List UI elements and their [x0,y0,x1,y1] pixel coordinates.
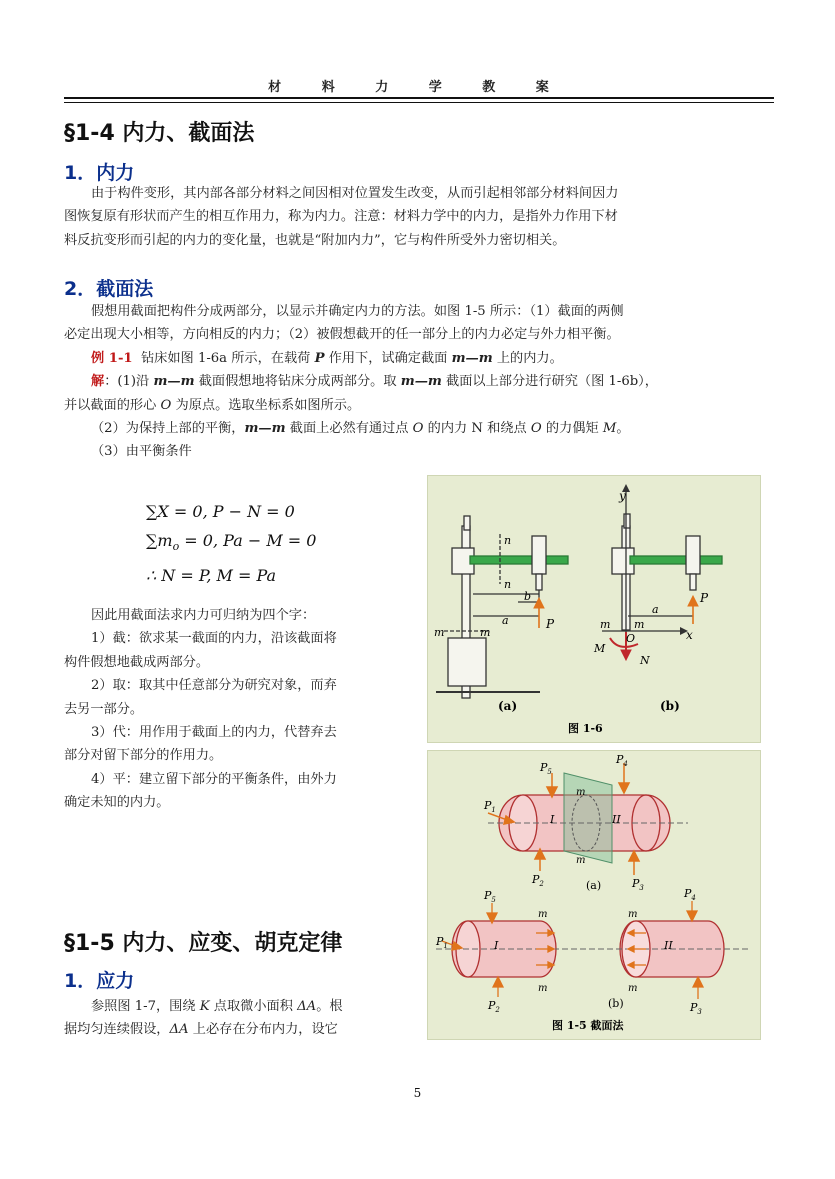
label-m-b1: m [600,618,611,631]
text-span: 上的内力。 [492,350,563,366]
text-span: 截面以上部分进行研究（图 1-6b）， [441,374,658,390]
math-symbol: m—m [244,421,286,437]
figure-1-5-caption: 图 1-5 截面法 [552,1019,624,1032]
label-m-b1: m [538,909,548,920]
equation-sum-m [146,531,316,553]
example-line [64,347,776,370]
text-line [64,394,776,417]
text-line: 2）取：取其中任意部分为研究对象，而弃 [91,678,337,694]
label-a-left: a [502,614,509,627]
text-line [64,417,776,440]
P-subscript: 3 [697,1008,702,1016]
label-m-b3: m [628,909,638,920]
text-span: 参照图 1-7，围绕 [91,999,200,1014]
label-m-a1: m [434,626,445,639]
label-P3-b [689,1001,702,1016]
label-P5-b [483,889,496,904]
label-P2-b [487,999,500,1014]
text-line: 1）截：欲求某一截面的内力，沿该截面将 [91,631,337,647]
math-subscript: o [172,540,180,554]
text-span: 并以截面的形心 [64,397,161,413]
figure-1-6-drawing [428,476,760,742]
text-line: 必定出现大小相等，方向相反的内力；（2）被假想截开的任一部分上的内力必定与外力相平衡。 [64,327,620,343]
cut-plane [564,773,612,863]
text-line: 去另一部分。 [64,701,144,717]
label-II-a: II [612,813,621,826]
label-m-a2: m [480,626,491,639]
text-span: 作用下，试确定截面 [324,350,452,366]
text-line: 图恢复原有形状而产生的相互作用力，称为内力。注意：材料力学中的内力，是指外力作用下材 [64,209,618,225]
P-subscript: 5 [491,896,496,904]
text-span: 截面上必然有通过点 [285,421,413,437]
math-symbol: = 0, Pa − M = 0 [179,531,317,550]
label-O: O [626,632,636,645]
P-letter: P [484,799,492,812]
drill-press-b [602,490,722,636]
P-letter: P [540,761,548,774]
subsection-title-internal-force: 1．内力 [64,162,135,184]
text-line: 料反抗变形而引起的内力的变化量，也就是“附加内力”，它与构件所受外力密切相关。 [64,232,566,248]
label-m-a1: m [576,787,586,798]
label-I-a: I [550,813,555,826]
label-P1-a [483,799,496,814]
header-rule-thin [64,102,774,103]
figure-1-6-caption: 图 1-6 [568,722,603,735]
P-letter: P [488,999,496,1012]
text-span: 截面假想地将钻床分成两部分。取 [194,374,401,390]
label-n-bottom: n [504,578,512,591]
math-symbol: m—m [451,350,493,366]
P-subscript: 1 [491,806,496,814]
equation-result: ∴ N = P, M = Pa [146,566,277,585]
P-subscript: 2 [539,880,544,888]
label-P5-a [539,761,552,776]
text-span: 为原点。选取坐标系如图所示。 [171,397,361,413]
label-P2-a [531,873,544,888]
label-P-b: P [700,591,709,605]
solution-line [64,370,776,393]
page-number: 5 [413,1086,422,1100]
label-x: x [686,628,693,642]
math-symbol: ΔA [297,999,317,1014]
P-letter: P [532,873,540,886]
label-II-b: II [664,939,673,952]
label-sub-b: (b) [608,997,624,1010]
math-symbol: O [160,397,172,413]
text-span: （2）为保持上部的平衡， [91,421,245,437]
label-M: M [594,642,606,655]
label-m-b2: m [634,618,645,631]
P-subscript: 1 [443,942,448,950]
P-subscript: 3 [639,884,644,892]
label-P4-a [615,753,628,768]
subsection-title-stress: 1．应力 [64,970,135,992]
text-span: ：(1)沿 [104,374,154,390]
label-m-a2: m [576,855,586,866]
math-symbol: ΔA [169,1022,189,1038]
force-arrow-b [688,596,698,624]
math-symbol: O [530,421,542,437]
drill-press-a [436,516,568,698]
label-P3-a [631,877,644,892]
text-line: 确定未知的内力。 [64,795,170,811]
text-span: 上必存在分布内力，设它 [188,1022,338,1038]
paragraph-internal-force [64,182,776,252]
solution-label: 解 [91,374,105,390]
subsection-title-section-method: 2．截面法 [64,278,154,300]
label-P-a: P [546,617,555,631]
running-header: 材 料 力 学 教 案 [268,80,567,95]
text-span: 点取微小面积 [209,999,298,1014]
text-line: 因此用截面法求内力可归纳为四个字： [91,608,316,623]
text-span: 。 [616,421,630,437]
text-line [64,1018,416,1041]
P-subscript: 4 [623,760,628,768]
paragraph-section-method [64,300,776,464]
text-line: 构件假想地截成两部分。 [64,654,210,670]
math-symbol: ∑m [146,531,173,550]
label-sub-a: (a) [586,879,602,892]
text-span: 的内力 N 和绕点 [423,421,531,437]
P-letter: P [484,889,492,902]
math-symbol: P [314,350,325,366]
section-title-1-4: §1-4 内力、截面法 [64,121,255,146]
P-letter: P [632,877,640,890]
label-b: b [524,590,532,603]
text-line: 部分对留下部分的作用力。 [64,748,223,764]
text-line: 4）平：建立留下部分的平衡条件，由外力 [91,771,337,787]
figure-1-6 [427,475,761,743]
P-letter: P [684,887,692,900]
text-span: 的力偶矩 [541,421,603,437]
P-subscript: 4 [691,894,696,902]
label-m-b4: m [628,983,638,994]
label-a-right: a [652,603,659,616]
section-title-1-5: §1-5 内力、应变、胡克定律 [64,931,343,956]
figure-1-5-drawing [428,751,760,1039]
math-symbol: m—m [400,374,442,390]
text-span: 据均匀连续假设， [64,1022,170,1038]
math-symbol: O [412,421,424,437]
text-line: 3）代：用作用于截面上的内力，代替弃去 [91,725,337,741]
label-sub-a: (a) [498,699,518,713]
math-symbol: m—m [153,374,195,390]
text-line: 由于构件变形，其内部各部分材料之间因相对位置发生改变，从而引起相邻部分材料间因力 [91,186,619,201]
header-rule-thick [64,97,774,99]
label-m-b2: m [538,983,548,994]
paragraph-four-steps [64,604,416,815]
P-letter: P [616,753,624,766]
label-P1-b [435,935,448,950]
label-N: N [640,654,650,667]
math-symbol: K [199,999,210,1014]
paragraph-stress [64,995,416,1042]
label-I-b: I [494,939,499,952]
label-P4-b [683,887,696,902]
text-span: 钻床如图 1-6a 所示，在载荷 [141,350,315,366]
label-y: y [619,489,626,503]
P-letter: P [690,1001,698,1014]
example-label: 例 1-1 [91,350,133,366]
P-letter: P [436,935,444,948]
P-subscript: 5 [547,768,552,776]
label-sub-b: (b) [660,699,680,713]
label-n-top: n [504,534,512,547]
figure-1-5 [427,750,761,1040]
text-line: 假想用截面把构件分成两部分，以显示并确定内力的方法。如图 1-5 所示：（1）截面的两侧 [91,304,624,319]
P-subscript: 2 [495,1006,500,1014]
text-line [64,995,416,1018]
equation-sum-x: ∑X = 0, P − N = 0 [146,502,295,521]
math-symbol: M [602,421,617,437]
text-span: 。根 [316,999,343,1014]
text-line: （3）由平衡条件 [91,444,192,460]
